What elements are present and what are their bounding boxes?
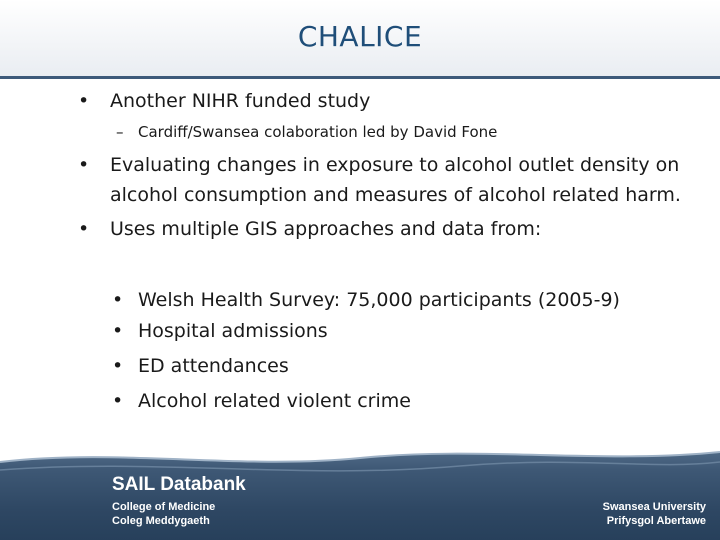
sub-bullet-text: Cardiff/Swansea colaboration led by David Fone — [138, 123, 498, 141]
college-line-english: College of Medicine — [112, 501, 216, 513]
bullet-marker: • — [112, 289, 124, 311]
bullet-marker: • — [112, 390, 124, 412]
university-line-english: Swansea University — [602, 501, 706, 513]
sail-databank-logo: SAIL Databank — [112, 474, 246, 495]
university-label — [603, 500, 706, 528]
bullet-text-line1: Evaluating changes in exposure to alcohol outlet density on — [110, 154, 680, 176]
bullet-text: Uses multiple GIS approaches and data from: — [110, 218, 542, 240]
bullet-marker: • — [112, 355, 124, 377]
college-line-welsh: Coleg Meddygaeth — [112, 515, 210, 527]
title-divider — [0, 76, 720, 79]
bullet-marker: • — [78, 218, 90, 240]
bullet-marker: • — [78, 154, 90, 176]
bullet-text: Another NIHR funded study — [110, 90, 371, 112]
college-label — [112, 500, 215, 528]
data-source-text: Hospital admissions — [138, 320, 328, 342]
data-source-text: Welsh Health Survey: 75,000 participants (2005-9) — [138, 289, 620, 311]
bullet-marker: • — [78, 90, 90, 112]
sub-bullet-marker: – — [116, 123, 124, 141]
slide-title: CHALICE — [297, 20, 423, 53]
bullet-text-line2: alcohol consumption and measures of alcohol related harm. — [110, 184, 681, 206]
footer-banner — [0, 440, 720, 540]
university-line-welsh: Prifysgol Abertawe — [606, 515, 706, 527]
data-source-text: ED attendances — [138, 355, 289, 377]
bullet-marker: • — [112, 320, 124, 342]
data-source-text: Alcohol related violent crime — [138, 390, 411, 412]
